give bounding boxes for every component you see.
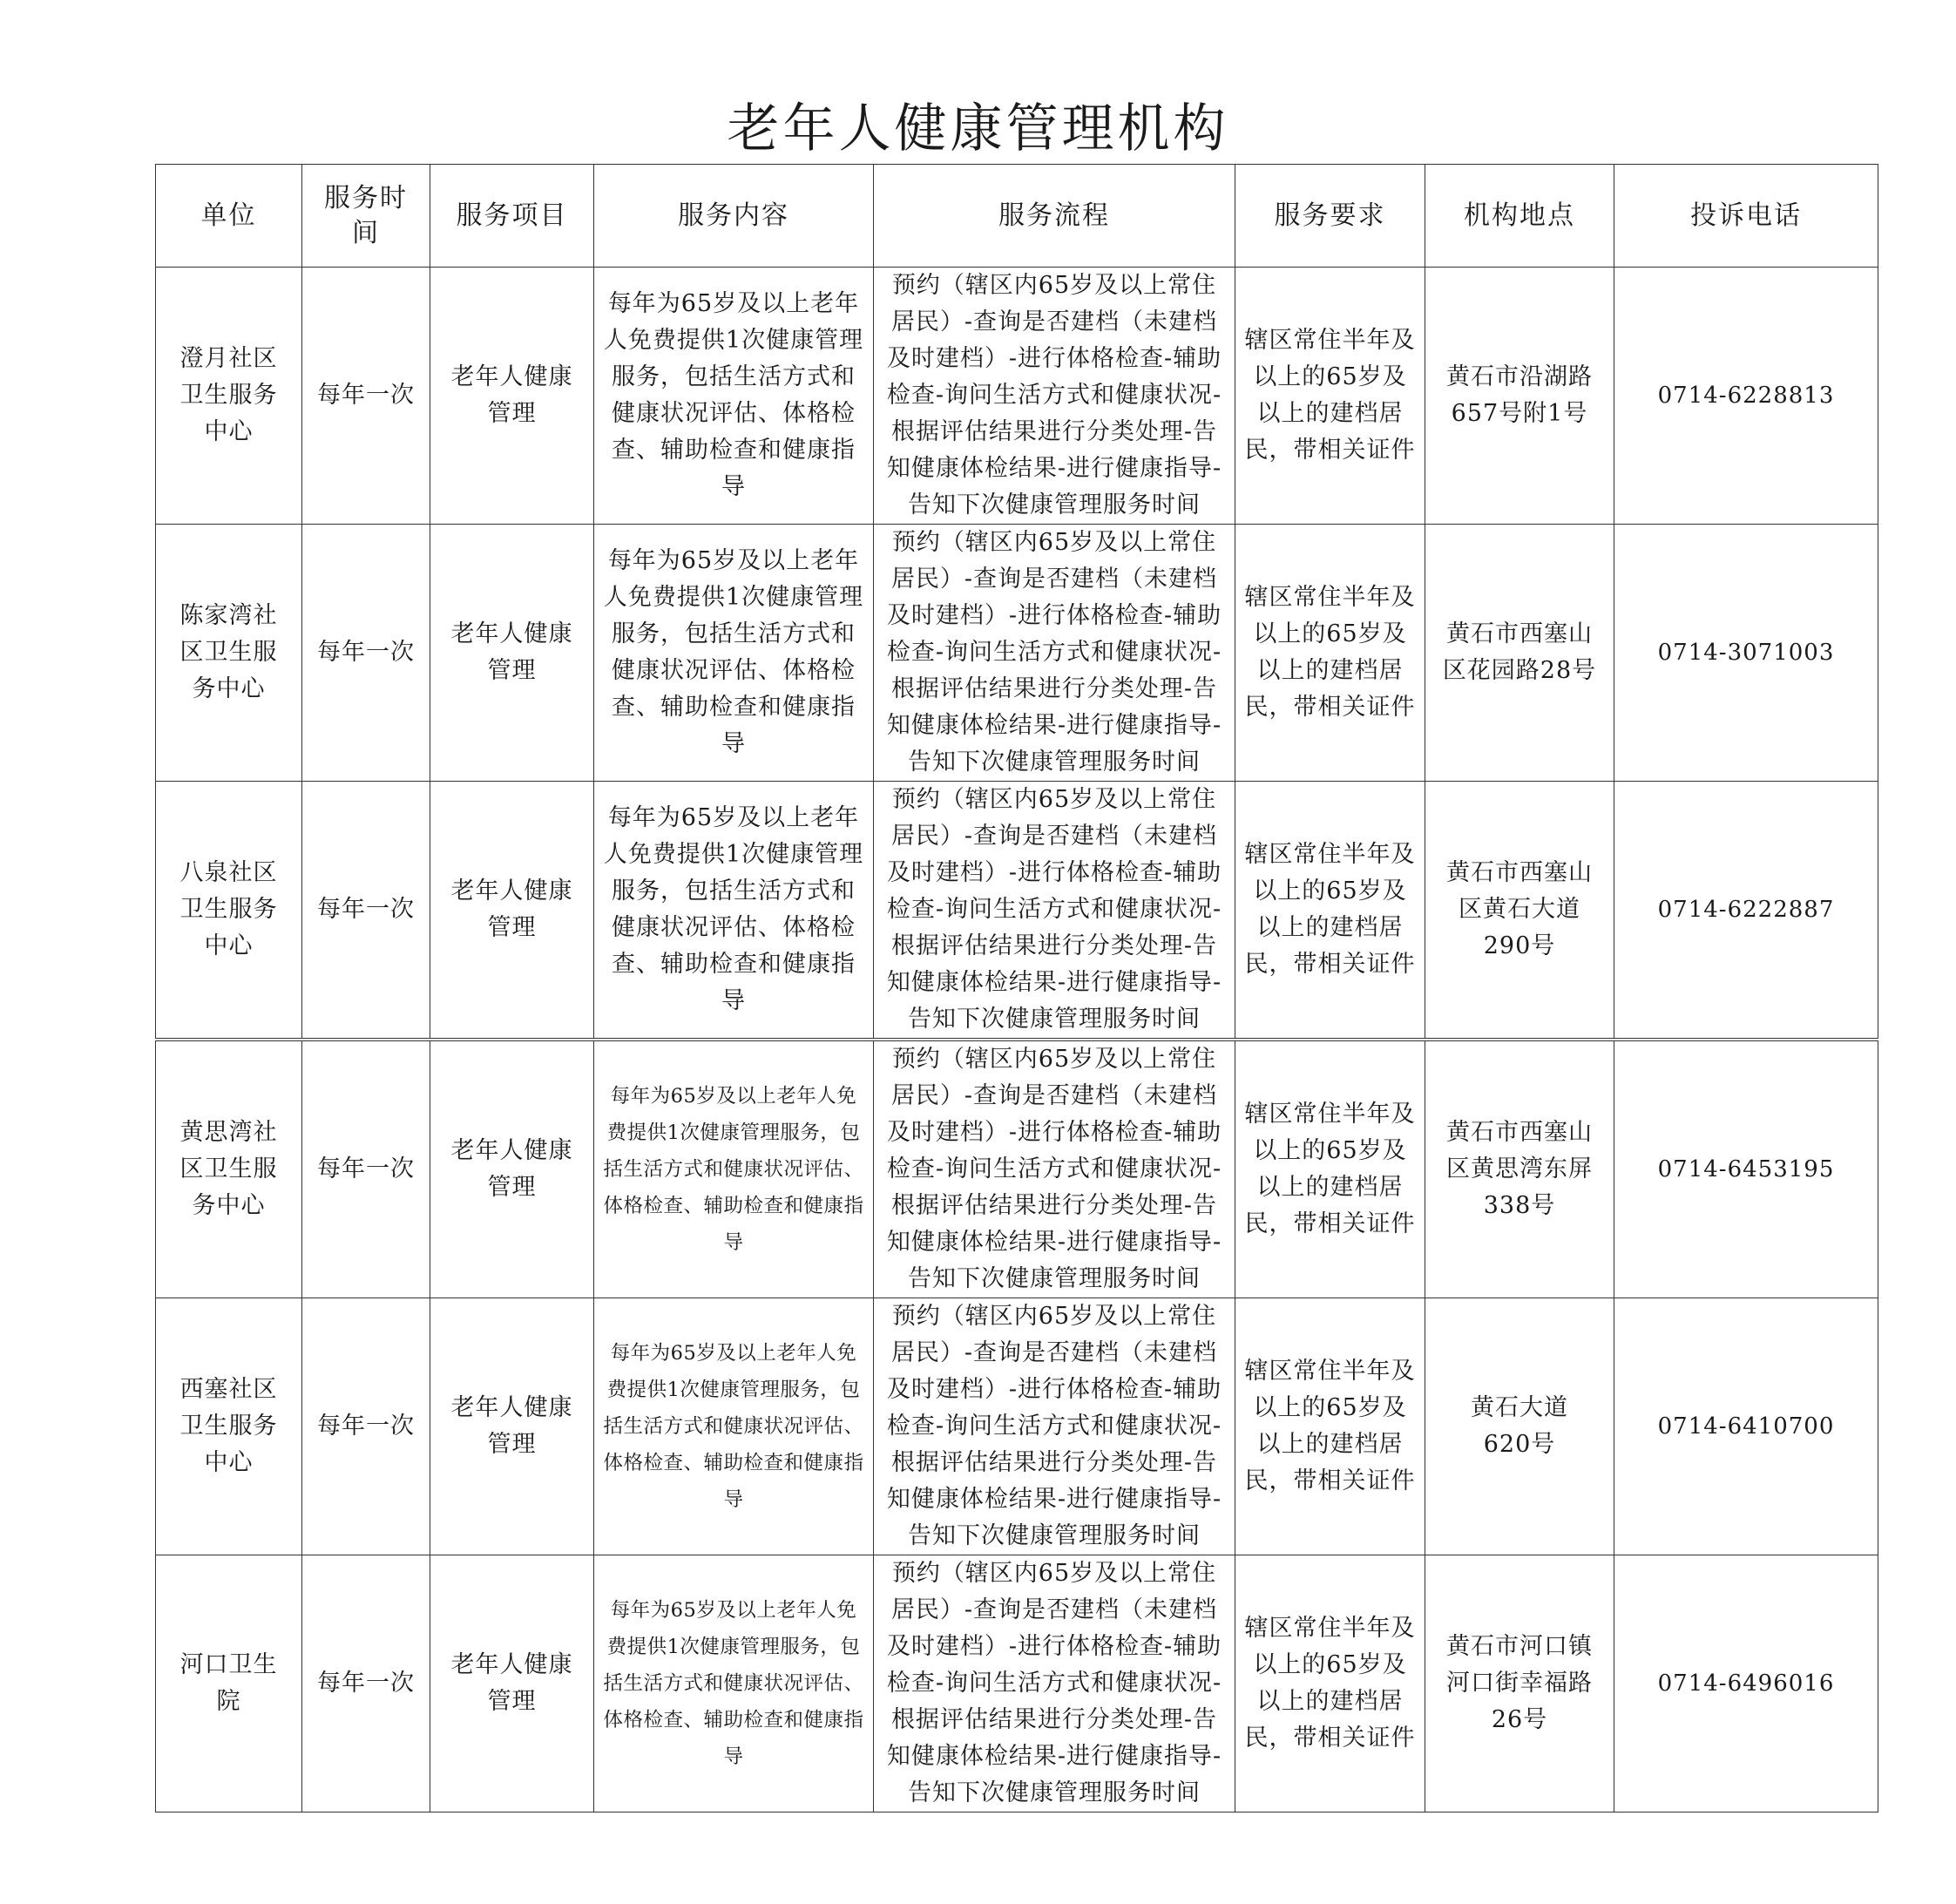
item-cell: 老年人健康管理 bbox=[430, 268, 594, 525]
time-cell: 每年一次 bbox=[302, 268, 430, 525]
content-cell: 每年为65岁及以上老年人免费提供1次健康管理服务，包括生活方式和健康状况评估、体格检查、辅助检查和健康指导 bbox=[594, 268, 874, 525]
table-row bbox=[156, 1298, 1878, 1555]
phone-cell: 0714-6453195 bbox=[1614, 1040, 1878, 1298]
item-cell: 老年人健康管理 bbox=[430, 1298, 594, 1555]
table-header bbox=[156, 165, 1878, 268]
flow-cell: 预约（辖区内65岁及以上常住居民）-查询是否建档（未建档及时建档）-进行体格检查-辅助检查-询问生活方式和健康状况-根据评估结果进行分类处理-告知健康体检结果-进行健康指导-告知下次健康管理服务时间 bbox=[874, 525, 1235, 782]
item-cell: 老年人健康管理 bbox=[430, 525, 594, 782]
flow-cell: 预约（辖区内65岁及以上常住居民）-查询是否建档（未建档及时建档）-进行体格检查-辅助检查-询问生活方式和健康状况-根据评估结果进行分类处理-告知健康体检结果-进行健康指导-告知下次健康管理服务时间 bbox=[874, 1040, 1235, 1298]
header-row bbox=[156, 165, 1878, 268]
address-cell: 黄石市河口镇河口街幸福路26号 bbox=[1425, 1555, 1614, 1813]
time-cell: 每年一次 bbox=[302, 1040, 430, 1298]
header-flow: 服务流程 bbox=[874, 165, 1235, 268]
content-cell: 每年为65岁及以上老年人免费提供1次健康管理服务，包括生活方式和健康状况评估、体格检查、辅助检查和健康指导 bbox=[594, 1555, 874, 1813]
header-unit: 单位 bbox=[156, 165, 302, 268]
header-item: 服务项目 bbox=[430, 165, 594, 268]
address-cell: 黄石市西塞山区黄石大道290号 bbox=[1425, 782, 1614, 1040]
content-cell: 每年为65岁及以上老年人免费提供1次健康管理服务，包括生活方式和健康状况评估、体格检查、辅助检查和健康指导 bbox=[594, 782, 874, 1040]
time-cell: 每年一次 bbox=[302, 525, 430, 782]
address-cell: 黄石大道620号 bbox=[1425, 1298, 1614, 1555]
requirement-cell: 辖区常住半年及以上的65岁及以上的建档居民，带相关证件 bbox=[1235, 525, 1425, 782]
phone-cell: 0714-6228813 bbox=[1614, 268, 1878, 525]
table-row bbox=[156, 782, 1878, 1040]
requirement-cell: 辖区常住半年及以上的65岁及以上的建档居民，带相关证件 bbox=[1235, 1298, 1425, 1555]
requirement-cell: 辖区常住半年及以上的65岁及以上的建档居民，带相关证件 bbox=[1235, 268, 1425, 525]
phone-cell: 0714-3071003 bbox=[1614, 525, 1878, 782]
requirement-cell: 辖区常住半年及以上的65岁及以上的建档居民，带相关证件 bbox=[1235, 1555, 1425, 1813]
time-cell: 每年一次 bbox=[302, 1298, 430, 1555]
requirement-cell: 辖区常住半年及以上的65岁及以上的建档居民，带相关证件 bbox=[1235, 782, 1425, 1040]
table-body bbox=[156, 268, 1878, 1813]
address-cell: 黄石市西塞山区黄思湾东屏338号 bbox=[1425, 1040, 1614, 1298]
unit-cell: 西塞社区卫生服务中心 bbox=[156, 1298, 302, 1555]
table-row bbox=[156, 1555, 1878, 1813]
time-cell: 每年一次 bbox=[302, 782, 430, 1040]
header-address: 机构地点 bbox=[1425, 165, 1614, 268]
phone-cell: 0714-6496016 bbox=[1614, 1555, 1878, 1813]
table-row bbox=[156, 1040, 1878, 1298]
item-cell: 老年人健康管理 bbox=[430, 1555, 594, 1813]
flow-cell: 预约（辖区内65岁及以上常住居民）-查询是否建档（未建档及时建档）-进行体格检查-辅助检查-询问生活方式和健康状况-根据评估结果进行分类处理-告知健康体检结果-进行健康指导-告知下次健康管理服务时间 bbox=[874, 1555, 1235, 1813]
page-title: 老年人健康管理机构 bbox=[727, 98, 1229, 159]
item-cell: 老年人健康管理 bbox=[430, 1040, 594, 1298]
time-cell: 每年一次 bbox=[302, 1555, 430, 1813]
header-requirement: 服务要求 bbox=[1235, 165, 1425, 268]
header-time: 服务时间 bbox=[302, 165, 430, 268]
table-row bbox=[156, 268, 1878, 525]
header-content: 服务内容 bbox=[594, 165, 874, 268]
flow-cell: 预约（辖区内65岁及以上常住居民）-查询是否建档（未建档及时建档）-进行体格检查-辅助检查-询问生活方式和健康状况-根据评估结果进行分类处理-告知健康体检结果-进行健康指导-告知下次健康管理服务时间 bbox=[874, 268, 1235, 525]
address-cell: 黄石市沿湖路657号附1号 bbox=[1425, 268, 1614, 525]
content-cell: 每年为65岁及以上老年人免费提供1次健康管理服务，包括生活方式和健康状况评估、体格检查、辅助检查和健康指导 bbox=[594, 525, 874, 782]
content-cell: 每年为65岁及以上老年人免费提供1次健康管理服务，包括生活方式和健康状况评估、体格检查、辅助检查和健康指导 bbox=[594, 1298, 874, 1555]
flow-cell: 预约（辖区内65岁及以上常住居民）-查询是否建档（未建档及时建档）-进行体格检查-辅助检查-询问生活方式和健康状况-根据评估结果进行分类处理-告知健康体检结果-进行健康指导-告知下次健康管理服务时间 bbox=[874, 782, 1235, 1040]
institution-table bbox=[155, 164, 1878, 1813]
phone-cell: 0714-6222887 bbox=[1614, 782, 1878, 1040]
unit-cell: 八泉社区卫生服务中心 bbox=[156, 782, 302, 1040]
address-cell: 黄石市西塞山区花园路28号 bbox=[1425, 525, 1614, 782]
content-cell: 每年为65岁及以上老年人免费提供1次健康管理服务，包括生活方式和健康状况评估、体格检查、辅助检查和健康指导 bbox=[594, 1040, 874, 1298]
unit-cell: 澄月社区卫生服务中心 bbox=[156, 268, 302, 525]
header-phone: 投诉电话 bbox=[1614, 165, 1878, 268]
item-cell: 老年人健康管理 bbox=[430, 782, 594, 1040]
phone-cell: 0714-6410700 bbox=[1614, 1298, 1878, 1555]
unit-cell: 河口卫生院 bbox=[156, 1555, 302, 1813]
unit-cell: 陈家湾社区卫生服务中心 bbox=[156, 525, 302, 782]
unit-cell: 黄思湾社区卫生服务中心 bbox=[156, 1040, 302, 1298]
flow-cell: 预约（辖区内65岁及以上常住居民）-查询是否建档（未建档及时建档）-进行体格检查-辅助检查-询问生活方式和健康状况-根据评估结果进行分类处理-告知健康体检结果-进行健康指导-告知下次健康管理服务时间 bbox=[874, 1298, 1235, 1555]
table-row bbox=[156, 525, 1878, 782]
requirement-cell: 辖区常住半年及以上的65岁及以上的建档居民，带相关证件 bbox=[1235, 1040, 1425, 1298]
